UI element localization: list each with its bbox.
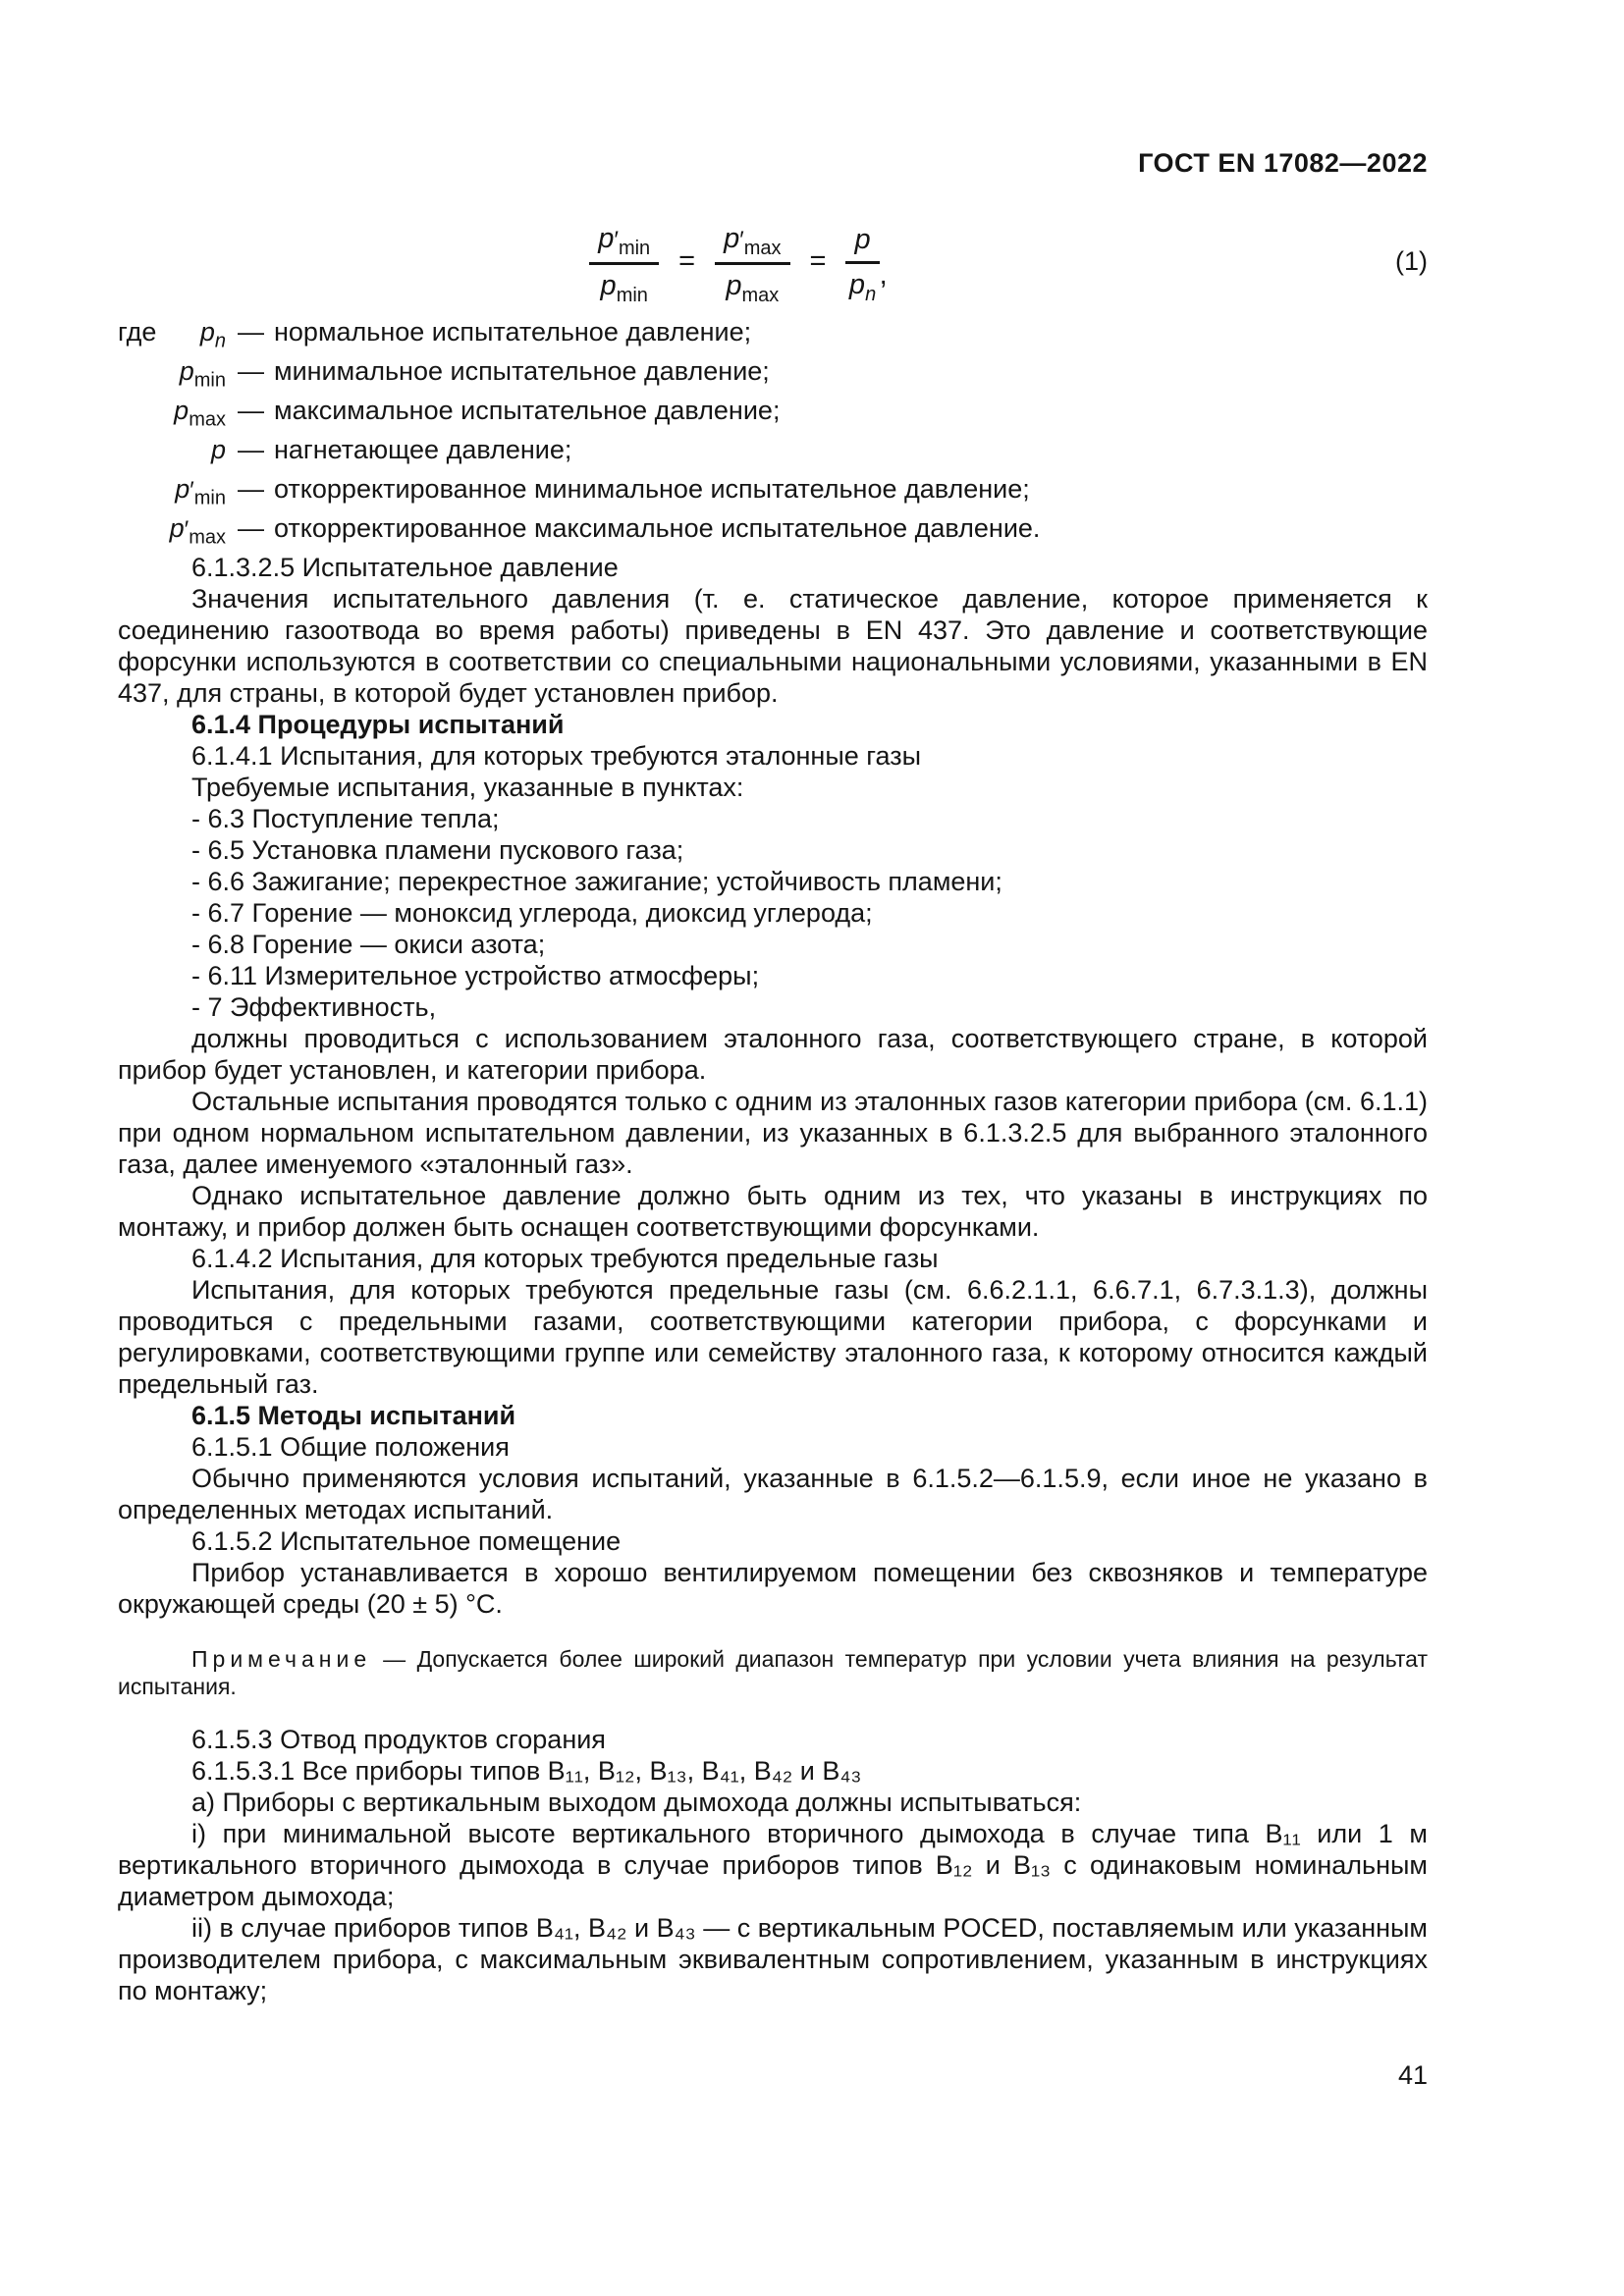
where-word: где <box>118 317 157 347</box>
dash: — <box>238 396 264 425</box>
list-item-a: а) Приборы с вертикальным выходом дымохода должны испытываться: <box>191 1788 1082 1817</box>
fraction-pmax <box>715 222 789 306</box>
symbol-p: p <box>210 435 226 464</box>
paragraph: Остальные испытания проводятся только с одним из эталонных газов категории прибора (см. 6.1.1) при одном нормальном испытательном давлении, из указанных в 6.1.3.2.5 для выбранного эталонного газа, далее именуемого «эталонный газ». <box>118 1087 1428 1179</box>
fraction-pmax-denominator: $p_{max}$ <box>726 270 780 306</box>
note-label: Примечание <box>191 1646 372 1672</box>
paragraph: Требуемые испытания, указанные в пунктах: <box>191 773 744 802</box>
fraction-pmin-denominator: $p_{min}$ <box>600 270 648 306</box>
page-number: 41 <box>1397 2060 1428 2090</box>
definition-text: максимальное испытательное давление; <box>274 396 781 425</box>
heading-6-1-5-3: 6.1.5.3 Отвод продуктов сгорания <box>191 1725 606 1754</box>
paragraph: Значения испытательного давления (т. е. статическое давление, которое применяется к соединению газоотвода во время работы) приведены в EN 437. Это давление и соответствующие форсунки используются в соответствии со специальными национальными условиями, указанными в EN 437, для страны, в которой будет установлен прибор. <box>118 584 1428 708</box>
equals-sign: = <box>678 245 696 277</box>
definition-text: нагнетающее давление; <box>274 435 572 464</box>
note-text: — Допускается более широкий диапазон температур при условии учета влияния на результат испытания. <box>118 1646 1428 1699</box>
fraction-pn-numerator: p <box>845 223 879 264</box>
list-item: - 6.5 Установка пламени пускового газа; <box>191 835 684 865</box>
paragraph: Прибор устанавливается в хорошо вентилируемом помещении без сквозняков и температуре окружающей среды (20 ± 5) °C. <box>118 1558 1428 1619</box>
definition-text: откорректированное максимальное испытательное давление. <box>274 513 1041 543</box>
list-item: - 6.7 Горение — моноксид углерода, диоксид углерода; <box>191 898 873 928</box>
dash: — <box>238 356 264 386</box>
formula-block <box>118 222 1428 306</box>
paragraph: должны проводиться с использованием эталонного газа, соответствующего стране, в которой прибор будет установлен, и категории прибора. <box>118 1024 1428 1085</box>
dash: — <box>238 513 264 543</box>
definition-row <box>118 434 1428 467</box>
heading-6-1-4: 6.1.4 Процедуры испытаний <box>191 710 565 739</box>
definitions-list <box>118 316 1428 549</box>
symbol-pmin: $p_{min}$ <box>179 356 226 392</box>
equals-sign: = <box>809 245 827 277</box>
heading-6-1-5: 6.1.5 Методы испытаний <box>191 1401 516 1430</box>
list-item-i: i) при минимальной высоте вертикального вторичного дымохода в случае типа B₁₁ или 1 м вертикального вторичного дымохода в случае приборов типов B₁₂ и B₁₃ с одинаковым номинальным диаметром дымохода; <box>118 1819 1428 1911</box>
symbol-pmin-prime: $p'_{min}$ <box>175 474 226 509</box>
definition-row <box>118 316 1428 352</box>
formula-number: (1) <box>1395 246 1428 276</box>
definition-row <box>118 473 1428 507</box>
definition-row <box>118 512 1428 549</box>
heading-6-1-5-1: 6.1.5.1 Общие положения <box>191 1432 510 1462</box>
dash: — <box>238 317 264 347</box>
list-item-ii: ii) в случае приборов типов B₄₁, B₄₂ и B₄₃ — с вертикальным POCED, поставляемым или указанным производителем прибора, с максимальным эквивалентным сопротивлением, указанным в инструкциях по монтажу; <box>118 1913 1428 2005</box>
fraction-pn-denominator: $p_n$ <box>848 269 877 305</box>
symbol-pmax-prime: $p'_{max}$ <box>169 513 226 549</box>
dash: — <box>238 435 264 464</box>
definition-text: минимальное испытательное давление; <box>274 356 770 386</box>
list-item: - 6.6 Зажигание; перекрестное зажигание; устойчивость пламени; <box>191 867 1002 896</box>
heading-6-1-5-2: 6.1.5.2 Испытательное помещение <box>191 1526 622 1556</box>
heading-6-1-5-3-1: 6.1.5.3.1 Все приборы типов B₁₁, B₁₂, B₁₃, B₄₁, B₄₂ и B₄₃ <box>191 1756 862 1786</box>
definition-text: нормальное испытательное давление; <box>274 317 752 347</box>
list-item: - 6.3 Поступление тепла; <box>191 804 500 833</box>
formula <box>118 222 1359 306</box>
definition-row <box>118 355 1428 392</box>
page-header: ГОСТ EN 17082—2022 <box>1138 148 1428 178</box>
paragraph: Однако испытательное давление должно быть одним из тех, что указаны в инструкциях по монтажу, и прибор должен быть оснащен соответствующими форсунками. <box>118 1181 1428 1242</box>
note-block <box>118 1645 1428 1700</box>
fraction-pmax-numerator: $p'_{max}$ <box>715 222 789 265</box>
formula-comma: , <box>879 259 888 291</box>
heading-6-1-4-1: 6.1.4.1 Испытания, для которых требуются эталонные газы <box>191 741 922 771</box>
heading-6-1-3-2-5: 6.1.3.2.5 Испытательное давление <box>191 553 619 582</box>
dash: — <box>238 474 264 504</box>
fraction-pmin-numerator: $p'_{min}$ <box>589 222 659 265</box>
list-item: - 6.8 Горение — окиси азота; <box>191 930 546 959</box>
list-item: - 6.11 Измерительное устройство атмосферы; <box>191 961 760 990</box>
fraction-pn <box>845 223 879 305</box>
heading-6-1-4-2: 6.1.4.2 Испытания, для которых требуются предельные газы <box>191 1244 939 1273</box>
fraction-pmin <box>589 222 659 306</box>
paragraph: Обычно применяются условия испытаний, указанные в 6.1.5.2—6.1.5.9, если иное не указано в определенных методах испытаний. <box>118 1464 1428 1524</box>
symbol-pmax: $p_{max}$ <box>174 396 226 431</box>
symbol-pn: $p_n$ <box>199 317 226 352</box>
paragraph: Испытания, для которых требуются предельные газы (см. 6.6.2.1.1, 6.6.7.1, 6.7.3.1.3), должны проводиться с предельными газами, соответствующими категории прибора, с форсунками и регулировками, соответствующими группе или семейству эталонного газа, к которому относится каждый предельный газ. <box>118 1275 1428 1399</box>
definition-row <box>118 395 1428 431</box>
definition-text: откорректированное минимальное испытательное давление; <box>274 474 1030 504</box>
list-item: - 7 Эффективность, <box>191 992 437 1022</box>
